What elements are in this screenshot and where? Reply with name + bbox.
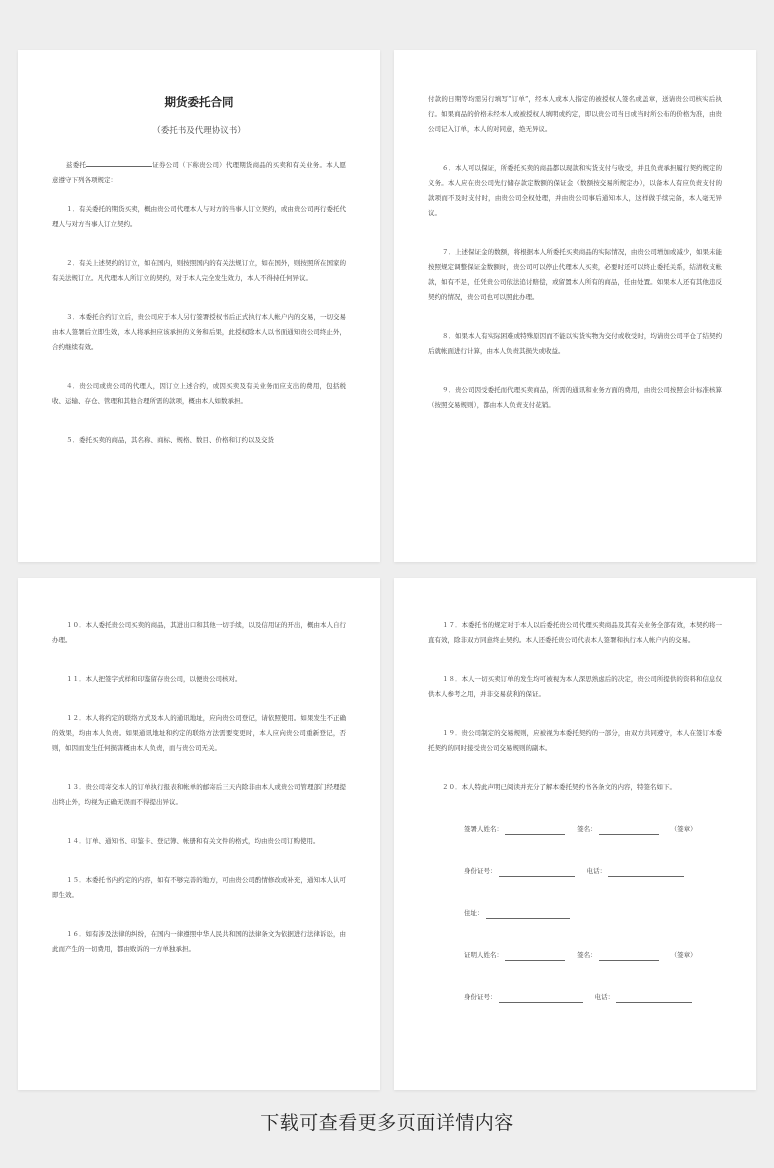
intro-paragraph bbox=[52, 158, 346, 188]
signer-address-label: 住址： bbox=[464, 909, 484, 917]
clause-17: １７．本委托书的规定对于本人以后委托贵公司代理买卖商品及其有关业务全部有效，本契约将一直有效，除非双方同意终止契约。本人还委托贵公司代表本人签署和执行本人帐户内的交易。 bbox=[428, 621, 722, 644]
clause-5-continued: 付款的日期等均需另行填写“订单”，经本人或本人指定的被授权人签名或盖章，送请贵公司核实后执行。如果商品的价格未经本人或被授权人填明或约定，即以贵公司当日或当时所公布的价格为准，由贵公司记入订单，本人的对同意，绝无异议。 bbox=[428, 95, 722, 133]
clause-4: ４．贵公司或贵公司的代理人，因订立上述合约，或因买卖及有关业务而应支出的费用，包括税收、运输、存仓、管理和其他合理所需的款项，概由本人如数承担。 bbox=[52, 382, 346, 405]
witness-sign-line[interactable] bbox=[599, 952, 659, 961]
clause-5: ５．委托买卖的商品，其名称、商标、规格、数目、价格和订约以及交货 bbox=[66, 436, 274, 444]
signer-sign-line[interactable] bbox=[599, 826, 659, 835]
witness-id-label: 身份证号： bbox=[464, 993, 497, 1001]
witness-phone-label: 电话： bbox=[594, 993, 615, 1001]
witness-seal-label: （签章） bbox=[670, 951, 697, 959]
clause-13: １３．贵公司寄交本人的订单执行报表和帐单的邮寄后三天内除非由本人或贵公司管理部门经理提出终止外，均视为正确无误而不得提出异议。 bbox=[52, 783, 346, 806]
witness-id-line[interactable] bbox=[499, 994, 583, 1003]
clause-1: １．有关委托的期货买卖，概由贵公司代理本人与对方的当事人订立契约，或由贵公司再行委托代理人与对方当事人订立契约。 bbox=[52, 205, 346, 228]
clause-11: １１．本人把签字式样和印鉴留存贵公司，以便贵公司核对。 bbox=[66, 675, 242, 683]
signer-address-line[interactable] bbox=[486, 910, 570, 919]
intro-suffix: 证券公司（下称贵公司）代理期货商品的买卖和有关业务。本人愿意遵守下列各项规定： bbox=[52, 161, 346, 184]
signer-seal-label: （签章） bbox=[670, 825, 697, 833]
download-more-caption[interactable]: 下载可查看更多页面详情内容 bbox=[260, 1112, 514, 1134]
signer-id-line[interactable] bbox=[499, 868, 575, 877]
document-title: 期货委托合同 bbox=[164, 95, 234, 109]
clause-8: ８．如果本人有实际困难或特殊原因而不能以实货实物为交付或收受时，均请贵公司平仓了结契约后就帐面进行计算，由本人负责其损失或收益。 bbox=[428, 332, 722, 355]
clause-10: １０．本人委托贵公司买卖的商品，其进出口和其他一切手续，以及信用证的开出，概由本人自行办理。 bbox=[52, 621, 346, 644]
signer-phone-line[interactable] bbox=[608, 868, 684, 877]
document-subtitle: （委托书及代理协议书） bbox=[152, 126, 246, 136]
blank-line bbox=[86, 160, 152, 167]
clause-2: ２．有关上述契约的订立，如在国内，则按照国内的有关法规订立，如在国外，则按照所在国家的有关法规订立。凡代理本人所订立的契约，对于本人完全发生效力，本人不得持任何异议。 bbox=[52, 259, 346, 282]
witness-name-label: 证明人姓名： bbox=[464, 951, 503, 959]
clause-7: ７．上述保证金的数额，将根据本人所委托买卖商品的实际情况，由贵公司增加或减少，如果未能按照规定调整保证金数额时，贵公司可以停止代理本人买卖，必要时还可以终止委托关系，结清收支帐款，如有不足，任凭贵公司依法追讨赔偿，或留置本人所有的商品，任由处置。如果本人还有其他违反契约的情况，贵公司也可以照此办理。 bbox=[428, 248, 722, 301]
witness-name-line[interactable] bbox=[505, 952, 565, 961]
signer-name-line[interactable] bbox=[505, 826, 565, 835]
clause-20: ２０．本人特此声明已阅读并充分了解本委托契约书各条文的内容，特签名如下。 bbox=[442, 783, 676, 791]
clause-18: １８．本人一切买卖订单的发生均可被视为本人深思熟虑后的决定，贵公司所提供的资料和信息仅供本人参考之用，并非交易获利的保证。 bbox=[428, 675, 722, 698]
witness-row bbox=[464, 949, 722, 961]
clause-16: １６．如有涉及法律的纠纷，在国内一律遵照中华人民共和国的法律条文为依据进行法律诉讼，由此而产生的一切费用，都由败诉的一方单独承担。 bbox=[52, 930, 346, 953]
intro-prefix: 兹委托 bbox=[66, 161, 87, 169]
clause-9: ９．贵公司因受委托而代理买卖商品，所需的通讯和业务方面的费用，由贵公司按照会计标准核算（按照交易规则），都由本人负责支付花销。 bbox=[428, 386, 722, 409]
signer-row bbox=[464, 823, 722, 835]
clause-14: １４．订单、通知书、印鉴卡、登记簿、帐册和有关文件的格式，均由贵公司订购使用。 bbox=[66, 837, 320, 845]
signer-phone-label: 电话： bbox=[586, 867, 607, 875]
signer-name-label: 签署人姓名： bbox=[464, 825, 503, 833]
witness-sign-label: 签名： bbox=[577, 951, 597, 959]
signer-id-row bbox=[464, 865, 722, 877]
signer-id-label: 身份证号： bbox=[464, 867, 497, 875]
clause-15: １５．本委托书内约定的内容，如有不够完善的地方，可由贵公司酌情修改或补充，通知本人认可即生效。 bbox=[52, 876, 346, 899]
signer-address-row bbox=[464, 907, 722, 919]
witness-id-row bbox=[464, 991, 722, 1003]
document-page-1 bbox=[18, 50, 380, 562]
clause-12: １２．本人将约定的联络方式及本人的通讯地址，应向贵公司登记，请依照使用。如果发生不正确的效果，均由本人负责。如果通讯地址和约定的联络方法需要变更时，本人应向贵公司重新登记，否则，如因而发生任何损害概由本人负责，而与贵公司无关。 bbox=[52, 714, 346, 752]
document-page-4 bbox=[394, 578, 756, 1090]
witness-phone-line[interactable] bbox=[616, 994, 692, 1003]
clause-19: １９．贵公司制定的交易规则，应被视为本委托契约的一部分，由双方共同遵守，本人在签订本委托契约的同时接受贵公司交易规则的副本。 bbox=[428, 729, 722, 752]
document-page-2 bbox=[394, 50, 756, 562]
document-page-3 bbox=[18, 578, 380, 1090]
signer-sign-label: 签名： bbox=[577, 825, 597, 833]
clause-6: ６．本人可以保证，所委托买卖的商品都以现款和实货支付与收受，并且负责承担履行契约规定的义务。本人应在贵公司先行储存款定数额的保证金（数额按交易所规定办），以备本人有应负责支付的款项而不及时支付时，由贵公司全权处理，并由贵公司事后通知本人，这样做手续完备，本人毫无异议。 bbox=[428, 164, 722, 217]
clause-3: ３．本委托合约订立后，贵公司应于本人另行签署授权书后正式执行本人帐户内的交易，一切交易由本人签署后立即生效，本人将承担应该承担的义务和后果，此授权除本人以书面通知贵公司终止外，合约继续有效。 bbox=[52, 313, 346, 351]
